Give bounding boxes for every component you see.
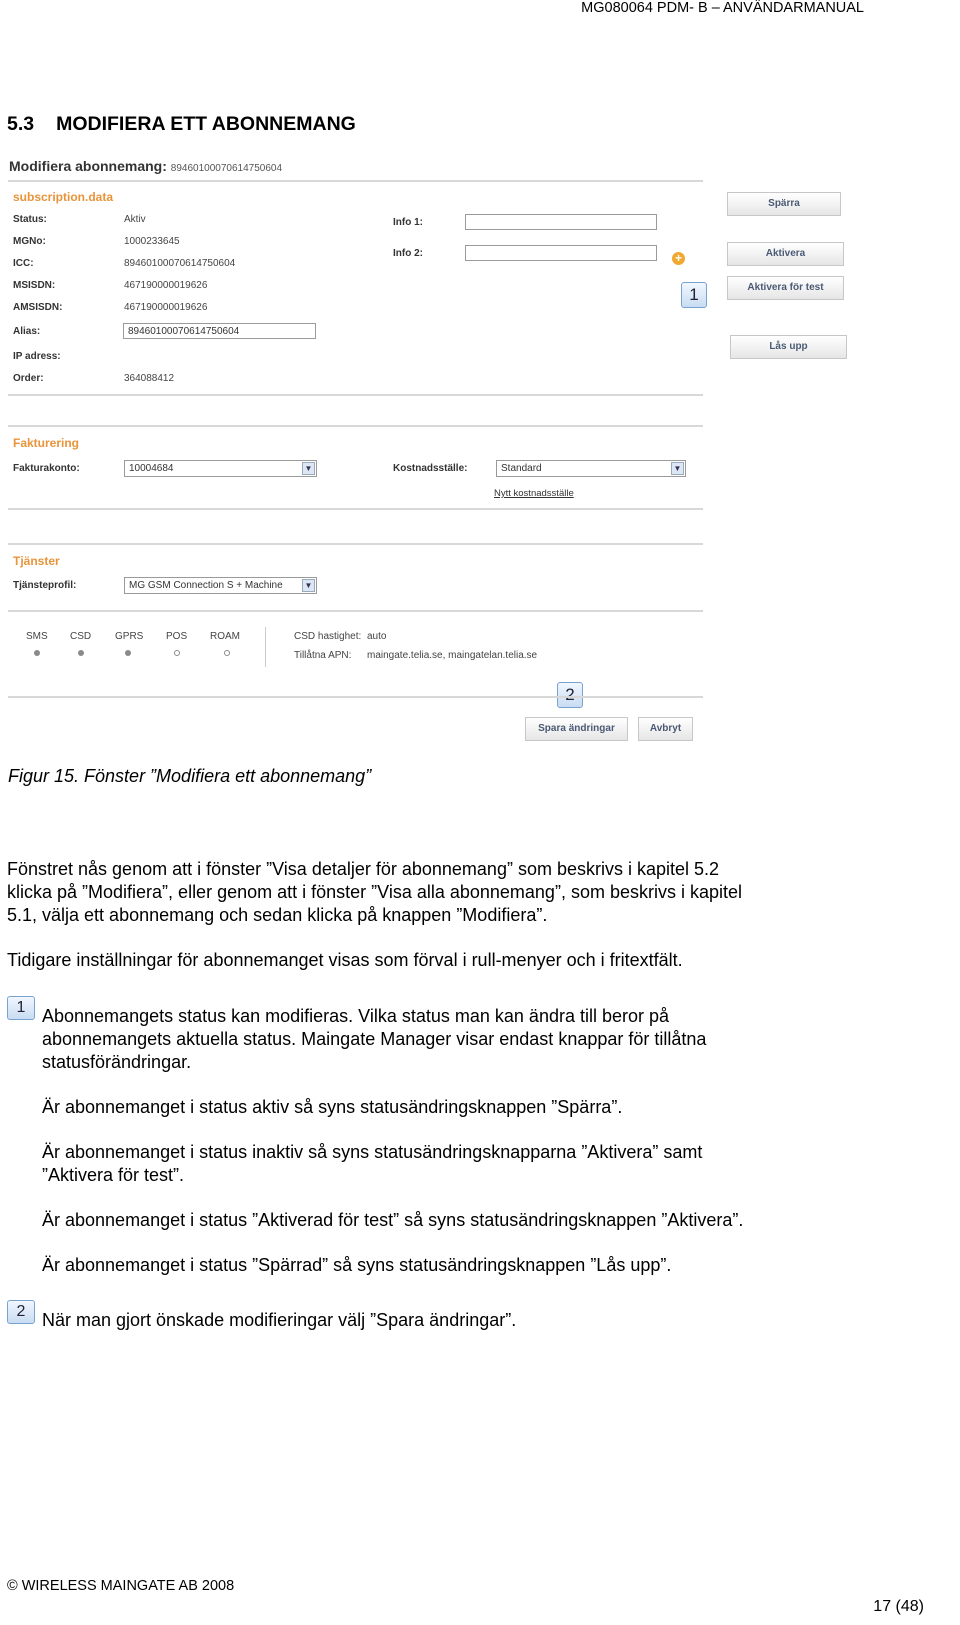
callout-1-icon: 1 <box>7 996 35 1020</box>
callout-1-icon: 1 <box>681 282 707 308</box>
paragraph-defaults: Tidigare inställningar för abonnemanget visas som förval i rull-menyer och i fritextfält. <box>7 950 683 970</box>
ip-address-label: IP adress: <box>13 351 61 362</box>
divider-vertical <box>265 627 266 667</box>
paragraph-intro-line2: klicka på ”Modifiera”, eller genom att i fönster ”Visa alla abonnemang”, som beskrivs i kapitel <box>7 882 742 902</box>
cost-center-select[interactable] <box>496 460 686 477</box>
cancel-button[interactable]: Avbryt <box>638 717 693 741</box>
info2-label: Info 2: <box>393 248 423 259</box>
divider <box>8 394 703 396</box>
service-pos-label: POS <box>166 631 188 642</box>
service-profile-label: Tjänsteprofil: <box>13 580 77 591</box>
footer-copyright: © WIRELESS MAINGATE AB 2008 <box>7 1578 235 1594</box>
service-profile-value: MG GSM Connection S + Machine <box>129 580 283 591</box>
divider <box>8 180 703 182</box>
status-rule-active: Är abonnemanget i status aktiv så syns statusändringsknappen ”Spärra”. <box>42 1097 623 1117</box>
billing-account-label: Fakturakonto: <box>13 463 80 474</box>
icc-label: ICC: <box>13 258 34 269</box>
service-sms-indicator <box>34 650 40 656</box>
group-subscription-data: subscription.data <box>13 190 114 204</box>
sparra-button[interactable]: Spärra <box>727 192 841 216</box>
mgno-label: MGNo: <box>13 236 46 247</box>
alias-input[interactable]: 89460100070614750604 <box>123 323 316 339</box>
note1-line1: Abonnemangets status kan modifieras. Vilka status man kan ändra till beror på <box>42 1006 670 1026</box>
paragraph-intro-line3: 5.1, välja ett abonnemang och sedan klicka på knappen ”Modifiera”. <box>7 905 548 925</box>
service-gprs-indicator <box>125 650 131 656</box>
group-billing: Fakturering <box>13 436 80 450</box>
csd-speed-label: CSD hastighet: <box>294 631 362 642</box>
msisdn-value: 467190000019626 <box>124 280 208 291</box>
divider <box>8 696 703 698</box>
service-gprs-label: GPRS <box>115 631 144 642</box>
status-rule-test: Är abonnemanget i status ”Aktiverad för test” så syns statusändringsknappen ”Aktivera”. <box>42 1210 744 1230</box>
service-profile-select[interactable] <box>124 577 317 594</box>
aktivera-button[interactable]: Aktivera <box>727 242 844 266</box>
mgno-value: 1000233645 <box>124 236 180 247</box>
screen-title <box>9 158 282 174</box>
info2-input[interactable] <box>465 245 657 261</box>
section-heading <box>7 113 356 136</box>
alias-label: Alias: <box>13 326 41 337</box>
order-label: Order: <box>13 373 44 384</box>
icc-value: 89460100070614750604 <box>124 258 236 269</box>
aktivera-for-test-button[interactable]: Aktivera för test <box>727 276 844 300</box>
divider <box>8 610 703 612</box>
divider <box>8 425 703 427</box>
section-title: MODIFIERA ETT ABONNEMANG <box>56 113 356 135</box>
service-csd-label: CSD <box>70 631 92 642</box>
chevron-down-icon: ▼ <box>302 462 315 475</box>
status-label: Status: <box>13 214 47 225</box>
group-services: Tjänster <box>13 554 60 568</box>
divider <box>8 508 703 510</box>
callout-2-icon: 2 <box>557 682 583 708</box>
allowed-apn-value: maingate.telia.se, maingatelan.telia.se <box>367 650 538 661</box>
note2: När man gjort önskade modifieringar välj ”Spara ändringar”. <box>42 1310 517 1330</box>
service-roam-label: ROAM <box>210 631 240 642</box>
service-sms-label: SMS <box>26 631 48 642</box>
divider <box>8 543 703 545</box>
info1-label: Info 1: <box>393 217 423 228</box>
page-number: 17 (48) <box>873 1598 924 1615</box>
note1-line3: statusförändringar. <box>42 1052 192 1072</box>
document-header: MG080064 PDM- B – ANVÄNDARMANUAL <box>581 0 864 16</box>
order-value: 364088412 <box>124 373 175 384</box>
chevron-down-icon: ▼ <box>302 579 315 592</box>
note1-line2: abonnemangets aktuella status. Maingate Manager visar endast knappar för tillåtna <box>42 1029 707 1049</box>
paragraph-intro-line1: Fönstret nås genom att i fönster ”Visa detaljer för abonnemang” som beskrivs i kapitel 5.2 <box>7 859 720 879</box>
service-pos-indicator <box>174 650 180 656</box>
csd-speed-value: auto <box>367 631 387 642</box>
new-cost-center-link[interactable]: Nytt kostnadsställe <box>494 488 574 499</box>
save-changes-button[interactable]: Spara ändringar <box>525 717 628 741</box>
add-info-icon[interactable]: + <box>672 252 685 265</box>
status-rule-blocked: Är abonnemanget i status ”Spärrad” så syns statusändringsknappen ”Lås upp”. <box>42 1255 672 1275</box>
cost-center-value: Standard <box>501 463 542 474</box>
status-rule-inactive-line2: ”Aktivera för test”. <box>42 1165 185 1185</box>
allowed-apn-label: Tillåtna APN: <box>294 650 352 661</box>
chevron-down-icon: ▼ <box>671 462 684 475</box>
amsisdn-value: 467190000019626 <box>124 302 208 313</box>
status-value: Aktiv <box>124 214 146 225</box>
callout-2-icon: 2 <box>7 1300 35 1324</box>
section-number: 5.3 <box>7 113 35 135</box>
screen-title-value: 89460100070614750604 <box>170 163 283 174</box>
amsisdn-label: AMSISDN: <box>13 302 63 313</box>
service-roam-indicator <box>224 650 230 656</box>
info1-input[interactable] <box>465 214 657 230</box>
billing-account-select[interactable] <box>124 460 317 477</box>
las-upp-button[interactable]: Lås upp <box>730 335 847 359</box>
status-rule-inactive-line1: Är abonnemanget i status inaktiv så syns statusändringsknapparna ”Aktivera” samt <box>42 1142 703 1162</box>
screen-title-label: Modifiera abonnemang: <box>9 158 167 174</box>
cost-center-label: Kostnadsställe: <box>393 463 468 474</box>
billing-account-value: 10004684 <box>129 463 174 474</box>
service-csd-indicator <box>78 650 84 656</box>
modify-subscription-screenshot <box>0 150 860 775</box>
msisdn-label: MSISDN: <box>13 280 56 291</box>
figure-caption: Figur 15. Fönster ”Modifiera ett abonnemang” <box>8 766 372 786</box>
